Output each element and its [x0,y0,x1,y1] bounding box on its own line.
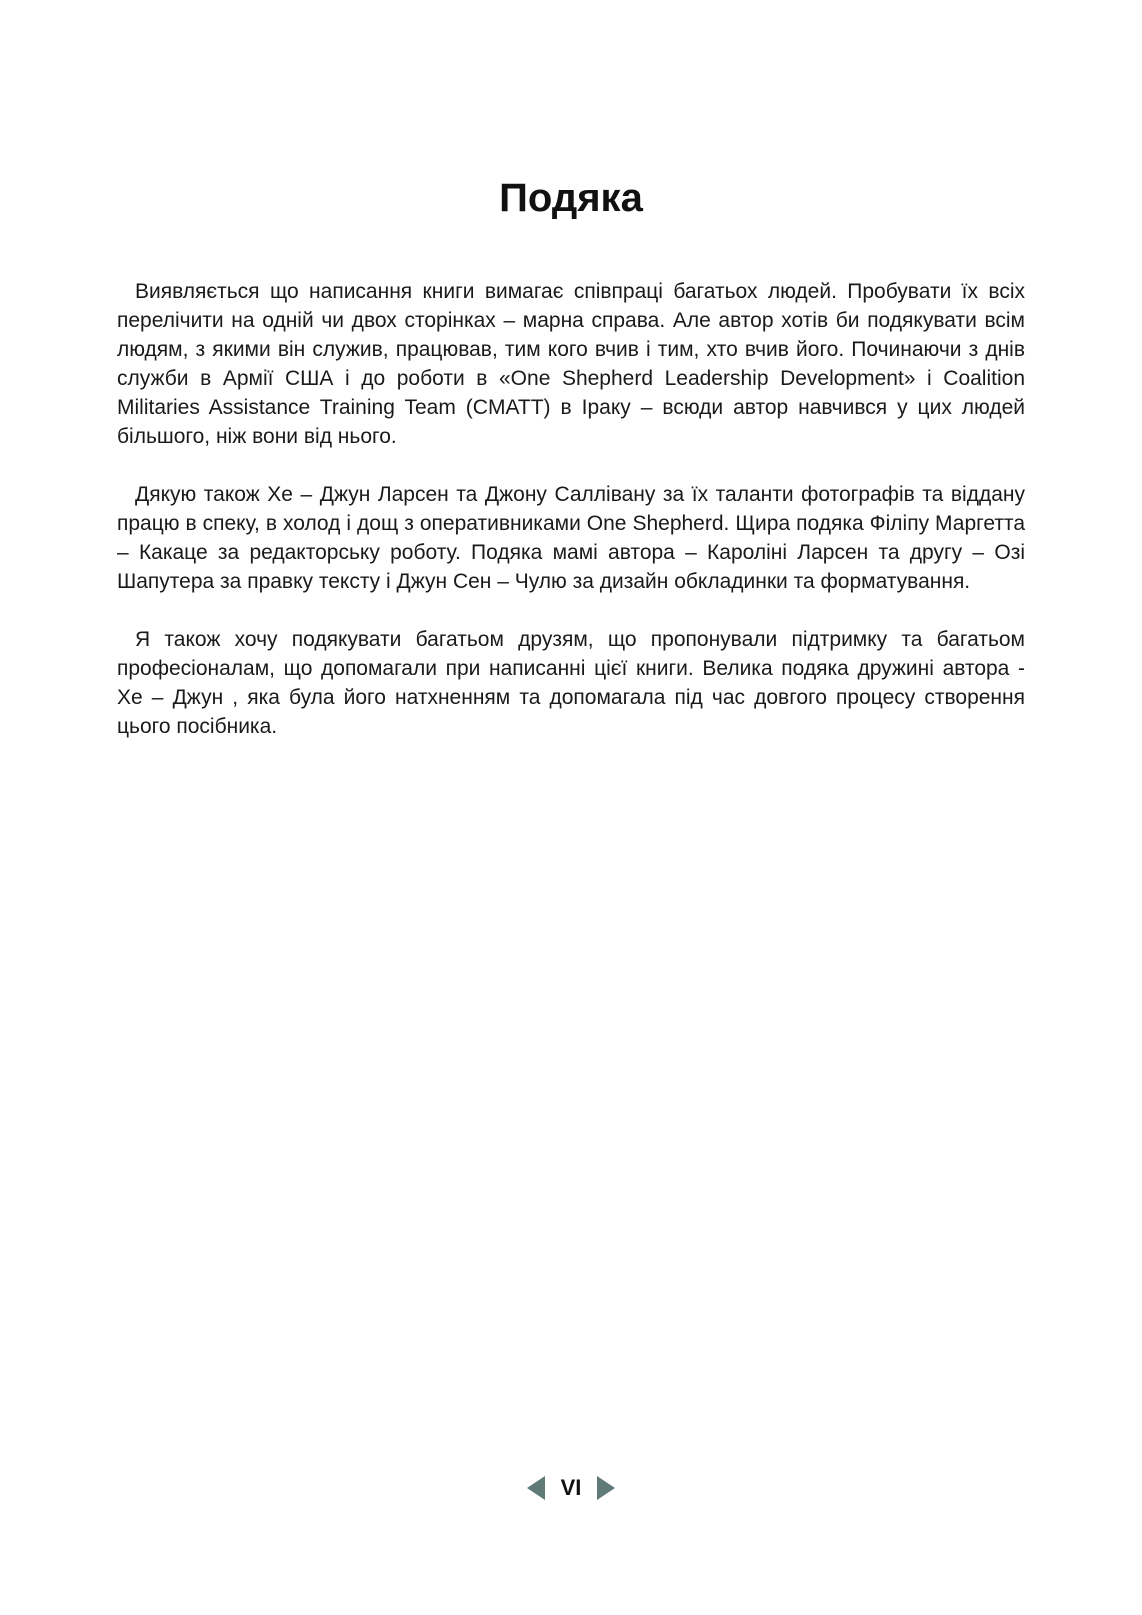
paragraph: Я також хочу подякувати багатьом друзям, що пропонували підтримку та багатьом професіоналам, що допомагали при написанні цієї книги. Велика подяка дружині автора - Хе – Джун , яка була його натхненням та допомагала під час довгого процесу створення цього посібника. [117,628,1025,738]
page-number: VI [560,1475,582,1500]
paragraph: Виявляється що написання книги вимагає співпраці багатьох людей. Пробувати їх всіх перелічити на одній чи двох сторінках – марна справа. Але автор хотів би подякувати всім людям, з якими він служив, працював, тим кого вчив і тим, хто вчив його. Починаючи з днів служби в Армії США і до роботи в «One Shepherd Leadership Development» і Coalition Militaries Assistance Training Team (CMATT) в Іраку – всюди автор навчився у цих людей більшого, ніж вони від нього. [117,280,1025,448]
body-text [117,277,1025,770]
page-navigation [0,1472,1142,1504]
paragraph: Дякую також Хе – Джун Ларсен та Джону Саллівану за їх таланти фотографів та віддану працю в спеку, в холод і дощ з оперативниками One Shepherd. Щира подяка Філіпу Маргетта – Какаце за редакторську роботу. Подяка мамі автора – Кароліні Ларсен та другу – Озі Шапутера за правку тексту і Джун Сен – Чулю за дизайн обкладинки та форматування. [117,483,1025,593]
previous-page-icon[interactable] [525,1474,547,1502]
page-title: Подяка [499,176,643,220]
next-page-icon[interactable] [595,1474,617,1502]
